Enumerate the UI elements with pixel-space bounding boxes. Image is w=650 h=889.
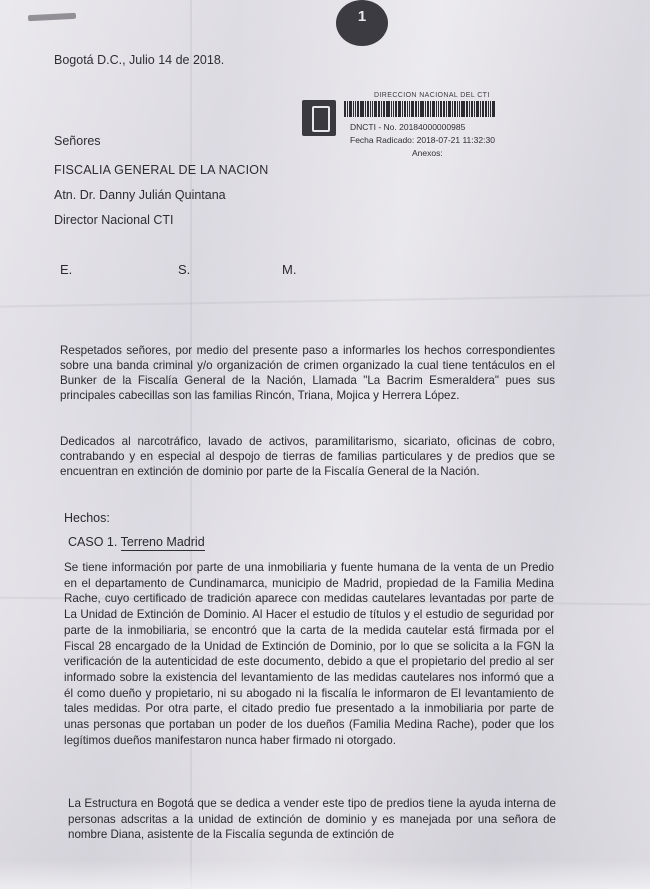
stamp-radicado-number: DNCTI - No. 20184000000985 — [350, 122, 466, 132]
salutation: Señores — [54, 134, 101, 148]
stamp-date: Fecha Radicado: 2018-07-21 11:32:30 — [350, 135, 495, 145]
paper-crease — [0, 294, 650, 307]
ems-e: E. — [60, 262, 73, 277]
ems-m: M. — [282, 262, 297, 277]
stamp-header: DIRECCION NACIONAL DEL CTI — [374, 92, 490, 99]
case-label: CASO 1. — [68, 535, 118, 549]
paragraph-intro: Respetados señores, por medio del presente paso a informarles los hechos correspondientes sobre una banda criminal y/o organización de crimen organizado la cual tiene tentáculos en el Bunker de la Fiscalía General de la Nación, Llamada "La Bacrim Esmeraldera" pues sus principales cabecillas son las familias Rincón, Triana, Mojica y Herrera López. — [60, 344, 555, 402]
pen-mark — [28, 13, 76, 22]
recipient-attn: Atn. Dr. Danny Julián Quintana — [54, 188, 226, 202]
paragraph-dedicados: Dedicados al narcotráfico, lavado de activos, paramilitarismo, sicariato, oficinas de cobro, contrabando y en especial al despojo de tierras de familias particulares y de predios que se encuentran en extinción de dominio por parte de la Fiscalía General de la Nación. — [60, 435, 555, 478]
date-line: Bogotá D.C., Julio 14 de 2018. — [54, 53, 225, 67]
recipient-org: FISCALIA GENERAL DE LA NACION — [54, 163, 269, 177]
page-number-badge: 1 — [336, 0, 388, 46]
paragraph-caso-body: Se tiene información por parte de una inmobiliaria y fuente humana de la venta de un Predio en el departamento de Cundinamarca, municipio de Madrid, propiedad de la Familia Medina Rache, cuyo certificado de tradición aparece con medidas cautelares levantadas por parte de La Unidad de Extinción de Dominio. Al Hacer el estudio de títulos y el estudio de seguridad por parte de la inmobiliaria, se encontró que la carta de la medida cautelar está firmada por el Fiscal 28 encargado de la Unidad de Extinción de Dominio, por lo que se solicita a la FGN la verificación de la autenticidad de este documento, debido a que el propietario del predio al ser informado sobre la existencia del levantamiento de las medidas cautelares nos informó que a él como dueño y propietario, ni su abogado ni la fiscalía le informaron de El levantamiento de tales medidas. Por otra parte, el citado predio fue presentado a la inmobiliaria por parte de unas personas que portaban un poder de los dueños (Familia Medina Rache), poder que los legítimos dueños manifestaron nunca haber firmado ni otorgado. — [64, 561, 554, 747]
radicado-stamp — [302, 92, 534, 162]
photo-edge-glare — [0, 860, 650, 889]
fiscalia-logo-icon — [302, 100, 336, 136]
hechos-heading: Hechos: — [64, 511, 110, 525]
case-heading — [68, 535, 205, 549]
recipient-title: Director Nacional CTI — [54, 213, 174, 227]
stamp-anexos: Anexos: — [412, 148, 443, 158]
barcode-icon — [344, 101, 534, 117]
paragraph-estructura: La Estructura en Bogotá que se dedica a vender este tipo de predios tiene la ayuda interna de personas adscritas a la unidad de extinción de dominio y es manejada por una señora de nombre Diana, asistente de la Fiscalía segunda de extinción de — [68, 797, 556, 841]
ems-s: S. — [178, 262, 191, 277]
case-title: Terreno Madrid — [120, 535, 205, 549]
